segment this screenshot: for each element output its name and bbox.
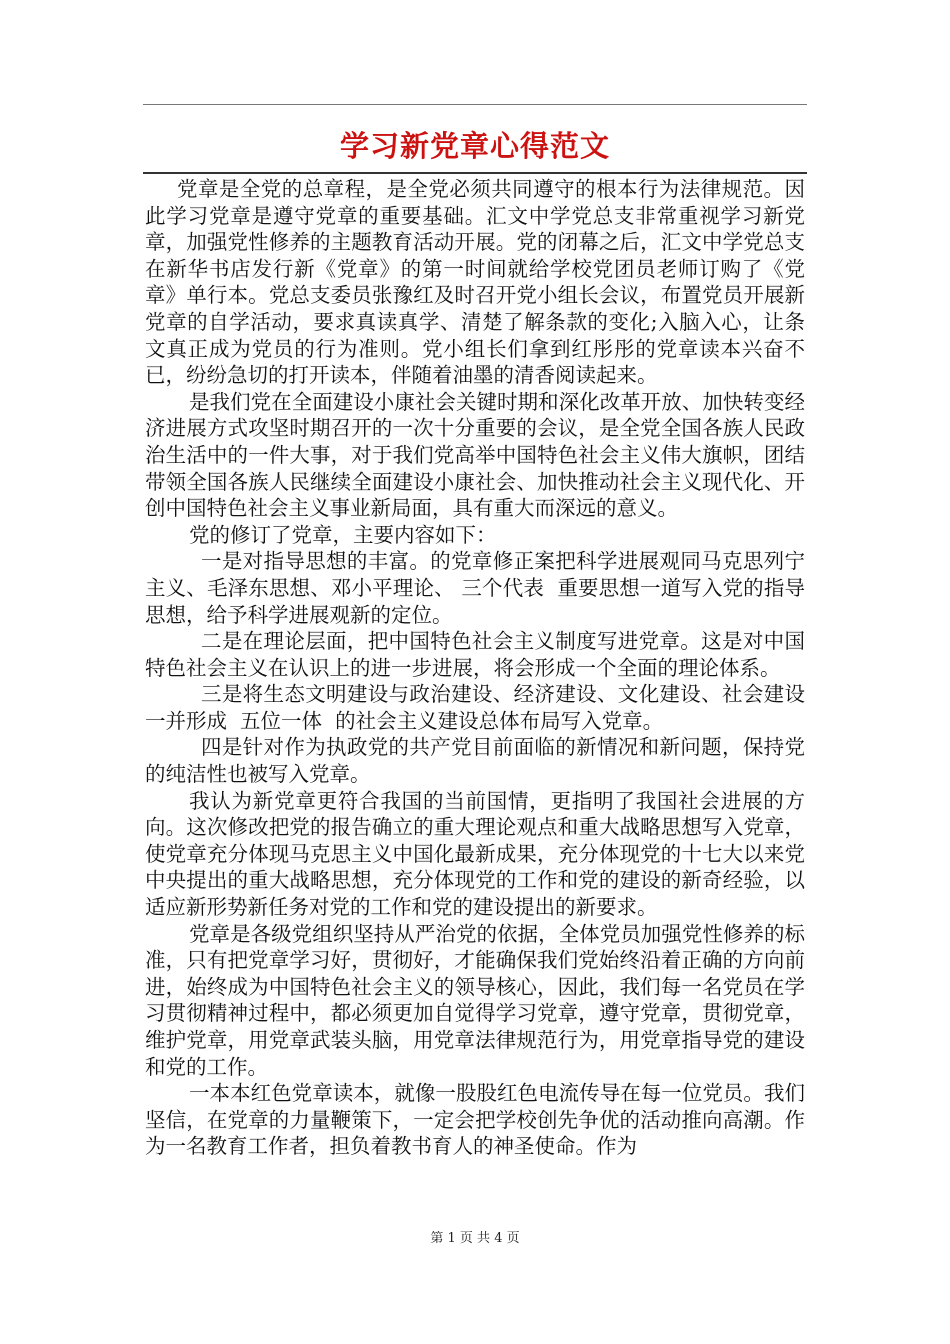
- paragraph-significance: 是我们党在全面建设小康社会关键时期和深化改革开放、加快转变经济进展方式攻坚时期召开的一次十分重要的会议，是全党全国各族人民政治生活中的一件大事，对于我们党高举中国特色社会主义伟大旗帜，团结带领全国各族人民继续全面建设小康社会、加快推动社会主义现代化、开创中国特色社会主义事业新局面，具有重大而深远的意义。: [145, 389, 805, 521]
- paragraph-point-four: 四是针对作为执政党的共产党目前面临的新情况和新问题，保持党的纯洁性也被写入党章。: [145, 735, 805, 787]
- paragraph-point-one: 一是对指导思想的丰富。的党章修正案把科学进展观同马克思列宁主义、毛泽东思想、邓小平理论、 三个代表 重要思想一道写入党的指导思想，给予科学进展观新的定位。: [145, 549, 805, 627]
- paragraph-closing: 一本本红色党章读本，就像一股股红色电流传导在每一位党员。我们坚信，在党章的力量鞭策下，一定会把学校创先争优的活动推向高潮。作为一名教育工作者，担负着教书育人的神圣使命。作为: [145, 1081, 805, 1159]
- document-body: [145, 176, 805, 1160]
- paragraph-point-three: 三是将生态文明建设与政治建设、经济建设、文化建设、社会建设一并形成 五位一体 的社会主义建设总体布局写入党章。: [145, 682, 805, 733]
- paragraph-importance: 党章是各级党组织坚持从严治党的依据，全体党员加强党性修养的标准，只有把党章学习好，贯彻好，才能确保我们党始终沿着正确的方向前进，始终成为中国特色社会主义的领导核心，因此，我们每一名党员在学习贯彻精神过程中，都必须更加自觉得学习党章，遵守党章，贯彻党章，维护党章，用党章武装头脑，用党章法律规范行为，用党章指导党的建设和党的工作。: [145, 921, 805, 1079]
- document-title: 学习新党章心得范文: [339, 129, 610, 163]
- title-underline: [143, 172, 807, 174]
- header-rule: [143, 104, 807, 105]
- paragraph-revision-summary: 党的修订了党章，主要内容如下：: [189, 522, 497, 547]
- paragraph-intro: 党章是全党的总章程，是全党必须共同遵守的根本行为法律规范。因此学习党章是遵守党章的重要基础。汇文中学党总支非常重视学习新党章，加强党性修养的主题教育活动开展。党的闭幕之后，汇文中学党总支在新华书店发行新《党章》的第一时间就给学校党团员老师订购了《党章》单行本。党总支委员张豫红及时召开党小组长会议，布置党员开展新党章的自学活动，要求真读真学、清楚了解条款的变化;入脑入心，让条文真正成为党员的行为准则。党小组长们拿到红彤彤的党章读本兴奋不已，纷纷急切的打开读本，伴随着油墨的清香阅读起来。: [145, 177, 805, 388]
- paragraph-opinion: 我认为新党章更符合我国的当前国情，更指明了我国社会进展的方向。这次修改把党的报告确立的重大理论观点和重大战略思想写入党章，使党章充分体现马克思主义中国化最新成果，充分体现党的十七大以来党中央提出的重大战略思想，充分体现党的工作和党的建设的新奇经验，以适应新形势新任务对党的工作和党的建设提出的新要求。: [145, 788, 805, 920]
- paragraph-point-two: 二是在理论层面，把中国特色社会主义制度写进党章。这是对中国特色社会主义在认识上的进一步进展，将会形成一个全面的理论体系。: [145, 629, 805, 680]
- page-number-footer: 第 1 页 共 4 页: [430, 1231, 520, 1246]
